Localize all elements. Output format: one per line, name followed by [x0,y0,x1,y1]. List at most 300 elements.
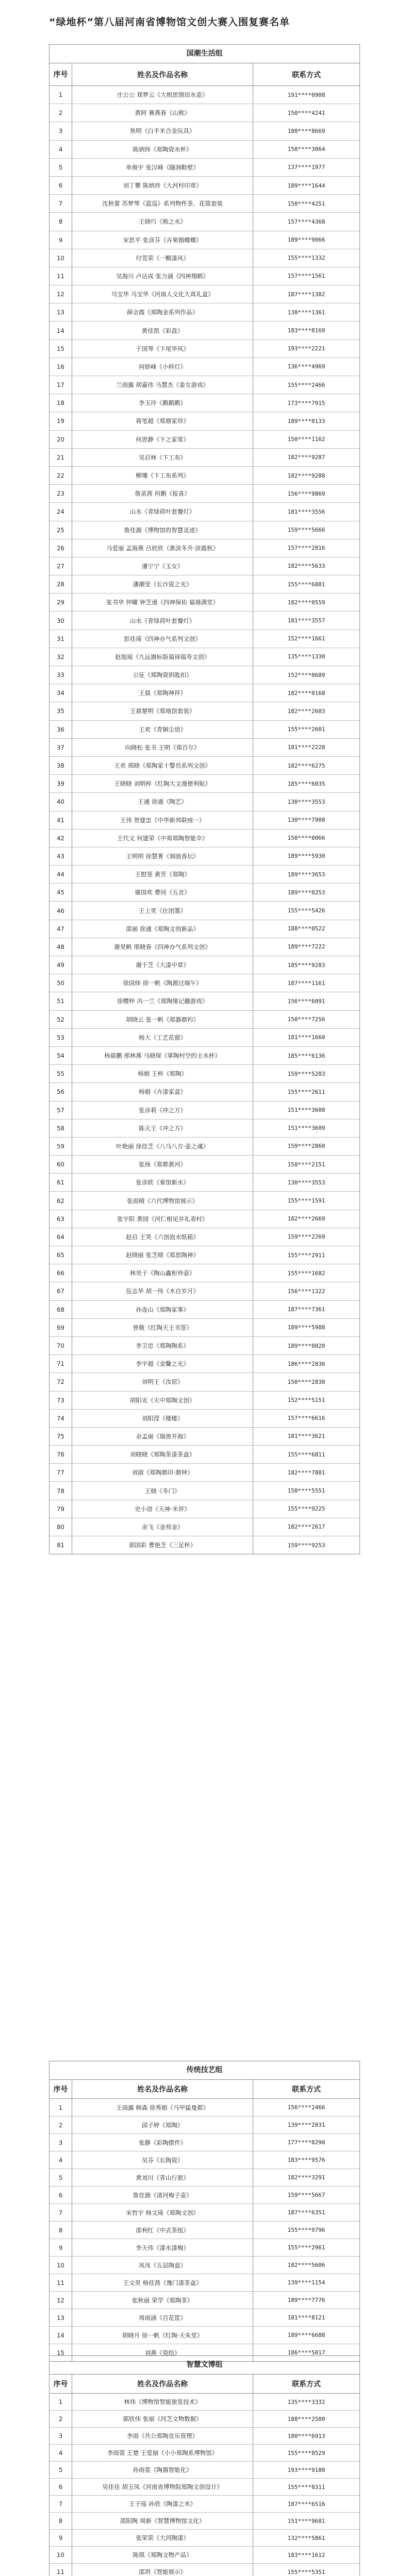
row-index: 72 [50,1373,72,1391]
row-name-work: 沈秋蕾 苏梦琴《蓝巡》系列物件茶、花简套装 [72,195,253,212]
row-contact: 189****6688 [287,2332,325,2338]
section-heading: 智慧文博组 [50,2356,359,2375]
table-row [50,1282,359,1300]
row-contact: 155****5426 [287,907,325,914]
row-name-work: 吴启林《卞工布》 [72,449,253,466]
row-name-work: 林昊子《陶山鑫柜珍壶》 [72,1264,253,1282]
row-contact: 159****9253 [287,1541,325,1549]
row-index: 13 [50,303,72,321]
row-name-work: 徐樱梓 冯一兰《郑陶缘记趣游戏》 [72,992,253,1010]
row-index: 28 [50,575,72,593]
row-contact: 182****7801 [287,1469,325,1476]
table-row [50,721,359,739]
row-index: 37 [50,739,72,756]
row-index: 60 [50,1156,72,1173]
row-contact: 150****2838 [287,1378,325,1385]
row-contact: 150****7256 [287,1016,325,1023]
row-name-work: 吴芬《长陶瓷》 [72,2151,253,2168]
table-row [50,467,359,485]
row-contact: 181****1660 [287,1034,325,1041]
row-index: 7 [50,2496,72,2512]
table-row [50,557,359,575]
section-heading: 传统技艺组 [50,2061,359,2080]
row-index: 14 [50,2327,72,2344]
row-contact: 159****5283 [287,1070,325,1077]
table-row [50,358,359,376]
row-index: 58 [50,1120,72,1137]
row-contact: 155****1682 [287,1269,325,1277]
row-index: 4 [50,2445,72,2461]
table-row [50,249,359,267]
table-row [50,1373,359,1391]
table-row [50,1011,359,1029]
row-contact: 155****9225 [287,1505,325,1513]
row-name-work: 林伟《博物馆智能旅览技术》 [72,2394,253,2410]
row-index: 3 [50,122,72,140]
row-contact: 173****7915 [287,399,325,406]
column-header-name: 姓名及作品名称 [72,2080,253,2098]
table-row [50,956,359,974]
row-index: 30 [50,612,72,629]
table-row [50,1138,359,1156]
row-name-work: 李天伟《漆水漆梅》 [72,2239,253,2256]
row-name-work: 王子瑶 孙欣《陶漆之米》 [72,2496,253,2512]
row-contact: 182****2603 [287,707,325,715]
row-contact: 152****1661 [287,635,325,642]
row-name-work: 山水《青绿荷叶套餐灯》 [72,612,253,629]
row-name-work: 王伟 贺建忠《中华新邦联统一》 [72,811,253,829]
table-row [50,2222,359,2239]
column-header-row [50,2375,359,2394]
row-name-work: 张荣荣《大河陶漆》 [72,2530,253,2546]
row-name-work: 王通 徐通《陶艺》 [72,793,253,810]
row-name-work: 刘阳滢《楼楼》 [72,1410,253,1427]
row-name-work: 刘明王《汝窑》 [72,1373,253,1391]
row-index: 7 [50,195,72,212]
row-contact: 150****0066 [287,835,325,842]
row-contact: 138****1361 [287,309,325,316]
row-contact: 135****3332 [287,2398,325,2405]
row-name-work: 马爱丽 孟海燕 吕欣欣《黄淡冬升·淡霞秋》 [72,539,253,557]
row-index: 8 [50,2222,72,2239]
row-name-work: 公征《郑陶瓷钥匙扣》 [72,666,253,684]
row-index: 34 [50,684,72,702]
row-contact: 155****2611 [287,1088,325,1095]
table-row [50,684,359,702]
row-name-work: 马宝华 马宝华《河南人文化大真礼盒》 [72,285,253,303]
row-contact: 186****2836 [287,1360,325,1367]
row-index: 64 [50,1228,72,1246]
table-row [50,1464,359,1482]
table-row [50,575,359,594]
row-index: 5 [50,159,72,176]
row-contact: 150****5551 [287,1487,325,1495]
table-row [50,231,359,249]
table-row [50,2134,359,2151]
row-contact: 159****5667 [287,2192,325,2198]
row-contact: 182****0168 [287,689,325,697]
row-contact: 182****5606 [287,2262,325,2268]
table-row [50,213,359,231]
table-row [50,757,359,775]
table-row [50,195,359,213]
row-contact: 157****4368 [287,218,325,225]
row-index: 65 [50,1246,72,1264]
row-contact: 187****6351 [287,2209,325,2216]
row-contact: 152****0689 [287,671,325,679]
row-index: 35 [50,702,72,720]
row-index: 6 [50,2479,72,2495]
row-name-work: 何思静《卞之家常》 [72,431,253,448]
row-contact: 185****6035 [287,780,325,787]
row-index: 10 [50,249,72,267]
row-index: 78 [50,1482,72,1499]
row-contact: 188****2500 [287,2415,325,2422]
row-name-work: 焦明《白半米合金玩具》 [72,122,253,140]
row-index: 74 [50,1410,72,1427]
row-index: 81 [50,1536,72,1554]
row-index: 49 [50,956,72,974]
row-index: 47 [50,920,72,938]
row-contact: 183****9576 [287,2157,325,2163]
row-index: 75 [50,1428,72,1445]
row-name-work: 王明明 徐慧菁《刻面香坛》 [72,848,253,865]
table-row [50,1355,359,1373]
table-row [50,594,359,612]
table-row [50,1264,359,1282]
row-index: 11 [50,2564,72,2576]
row-name-work: 吴海川 卢沾成 张力涵《四神翔鹤》 [72,267,253,285]
row-contact: 189****7776 [287,2297,325,2303]
row-index: 10 [50,2547,72,2563]
row-name-work: 刘丁攀 陈炳珍《大河村印章》 [72,177,253,194]
row-index: 20 [50,431,72,448]
row-name-work: 陈天王《冲之方》 [72,1120,253,1137]
row-index: 53 [50,1029,72,1046]
row-contact: 157****2016 [287,545,325,552]
row-index: 26 [50,539,72,557]
row-name-work: 杨晨鹏 邢林燕 马晓琛《掌陶村空的主水杯》 [72,1047,253,1064]
column-header-contact: 联系方式 [292,2380,321,2388]
table-row [50,412,359,430]
column-header-name: 姓名及作品名称 [72,2375,253,2393]
row-contact: 159****2860 [287,1143,325,1150]
row-index: 57 [50,1101,72,1119]
table-row [50,775,359,793]
table-row [50,321,359,340]
row-name-work: 柳珊《卞工布系列》 [72,467,253,484]
table-row [50,2187,359,2204]
row-contact: 156****2466 [287,2104,325,2111]
row-contact: 181****3556 [287,508,325,515]
row-name-work: 宋哲宇 杨文琦《郑陶文创》 [72,2204,253,2221]
table-row [50,2445,359,2462]
row-index: 55 [50,1065,72,1082]
table-row [50,521,359,539]
row-name-work: 张宇阳 黄园《河仁相见并礼表村》 [72,1210,253,1228]
row-name-work: 李玉玲《鹅鹅鹅》 [72,394,253,412]
row-contact: 189****5930 [287,853,325,860]
row-index: 15 [50,2344,72,2361]
row-contact: 182****6275 [287,762,325,769]
row-index: 62 [50,1192,72,1209]
row-index: 59 [50,1138,72,1155]
row-contact: 156****9869 [287,490,325,497]
row-index: 9 [50,2530,72,2546]
row-name-work: 刘晓晓《郑陶茶漆茶盒》 [72,1446,253,1463]
row-name-work: 孙连山《郑陶家事》 [72,1301,253,1318]
row-name-work: 王代文 何建荣《中郑郑陶智能伞》 [72,829,253,847]
table-row [50,2116,359,2134]
row-name-work: 黄刘川《青山行旅》 [72,2169,253,2186]
row-contact: 139****2031 [287,2122,325,2128]
row-name-work: 单俊宇 张汉峰《隧洞鞋壁》 [72,159,253,176]
row-contact: 189****7222 [287,943,325,951]
row-name-work: 徐国炜 徐一帆《陶源过端午》 [72,974,253,992]
table-row [50,1174,359,1192]
row-contact: 132****5861 [287,2534,325,2541]
table-row [50,2513,359,2530]
table-row [50,449,359,467]
row-name-work: 何娇峰《小样灯》 [72,358,253,376]
column-header-contact: 联系方式 [292,2086,321,2094]
row-name-work: 陈炳炜《郑陶瓷水杯》 [72,141,253,158]
table-row [50,1319,359,1337]
table-body [50,2099,359,2361]
table-row [50,2564,359,2576]
table-row [50,1337,359,1355]
table-row [50,2292,359,2309]
row-index: 6 [50,177,72,194]
row-contact: 150****4241 [287,109,325,116]
row-contact: 155****2911 [287,1251,325,1259]
row-name-work: 陈琪《郑陶文物产品》 [72,2547,253,2563]
row-name-work: 黄阿 赛燕春《山熊》 [72,104,253,122]
table-row [50,920,359,938]
row-contact: 188****0522 [287,925,325,933]
row-contact: 187****7361 [287,1306,325,1313]
row-name-work: 胡晓月 徐一帆《红陶·天朱堂》 [72,2327,253,2344]
row-name-work: 郭国彩 曹艳芝《三足杯》 [72,1536,253,1554]
row-index: 25 [50,521,72,539]
row-index: 5 [50,2462,72,2478]
row-index: 66 [50,1264,72,1282]
table-row [50,974,359,992]
row-name-work: 邱子婷《郑陶》 [72,2116,253,2133]
row-name-work: 杨大《工艺花窗》 [72,1029,253,1046]
row-name-work: 伍志华 胡一伟《木自岁月》 [72,1282,253,1300]
row-contact: 189****5988 [287,1324,325,1331]
row-name-work: 张雨晴《六代博物馆展示》 [72,1192,253,1209]
row-index: 19 [50,412,72,430]
row-name-work: 蒋笔超《郑鼎家珍》 [72,412,253,430]
table-row [50,1246,359,1264]
row-index: 77 [50,1464,72,1481]
row-contact: 159****5666 [287,527,325,534]
table-row [50,2204,359,2222]
table-row [50,2428,359,2445]
row-name-work: 杨娟《卉漆家盒》 [72,1083,253,1100]
table-row [50,104,359,122]
row-contact: 189****3653 [287,871,325,878]
table-row [50,666,359,684]
table-row [50,503,359,521]
row-index: 42 [50,829,72,847]
row-index: 56 [50,1083,72,1100]
row-contact: 181****2228 [287,744,325,751]
row-name-work: 胡阳光《天中郑陶文创》 [72,1392,253,1409]
row-contact: 189****0253 [287,889,325,896]
section-guochao-life [49,44,360,1554]
row-index: 4 [50,141,72,158]
row-index: 76 [50,1446,72,1463]
row-name-work: 赵旭瑶《九运旗标版福禄福寿文创》 [72,648,253,666]
row-index: 3 [50,2134,72,2151]
table-row [50,1029,359,1047]
row-contact: 189****0020 [287,1342,325,1349]
row-contact: 181****8121 [287,2314,325,2321]
row-index: 8 [50,213,72,230]
row-index: 61 [50,1174,72,1191]
table-row [50,902,359,920]
row-index: 9 [50,231,72,249]
row-name-work: 张秋丽 荣学《郑陶茶》 [72,2292,253,2309]
document-title: “绿地杯”第八届河南省博物馆文创大赛入围复赛名单 [49,16,290,28]
table-row [50,2169,359,2187]
row-contact: 183****1612 [287,2551,325,2558]
row-contact: 151****9681 [287,2517,325,2524]
row-name-work: 刘燕《瓷绘》 [72,2344,253,2361]
table-row [50,285,359,303]
row-name-work: 邵玥《智能展示》 [72,2564,253,2576]
table-row [50,2394,359,2411]
row-index: 18 [50,394,72,412]
row-contact: 139****1154 [287,2279,325,2286]
row-name-work: 王晨《郑陶神祥》 [72,684,253,702]
row-name-work: 庄公公 郑梦云《大相思情田水壶》 [72,86,253,104]
row-index: 79 [50,1500,72,1518]
table-row [50,2530,359,2547]
row-contact: 186****5017 [287,2349,325,2356]
table-row [50,866,359,884]
table-row [50,884,359,902]
table-row [50,848,359,866]
row-index: 15 [50,340,72,358]
row-index: 14 [50,321,72,339]
row-name-work: 叶艳丽 徐佳芝《八马八方·壶之魂》 [72,1138,253,1155]
column-header-contact: 联系方式 [292,71,321,79]
row-name-work: 刘淑《郑陶鼎印·鼎钟》 [72,1464,253,1481]
row-name-work: 杨娟 王梓《郑陶》 [72,1065,253,1082]
table-row [50,2274,359,2292]
table-row [50,177,359,195]
table-row [50,793,359,811]
row-name-work: 邵阳陶 周新《智慧博物馆文化》 [72,2513,253,2529]
row-index: 46 [50,902,72,919]
row-contact: 182****5633 [287,563,325,570]
table-row [50,86,359,104]
row-contact: 189****1644 [287,182,325,189]
row-index: 38 [50,757,72,774]
row-contact: 150****4251 [287,200,325,207]
row-name-work: 王晨楚明《郑地馆套装》 [72,702,253,720]
row-name-work: 于国琴《卞尾华风》 [72,340,253,358]
row-index: 1 [50,86,72,104]
row-contact: 157****6616 [287,1415,325,1422]
table-row [50,630,359,648]
row-name-work: 王晓晓 刘明梓《红陶大文漫便利贴》 [72,775,253,792]
row-index: 63 [50,1210,72,1228]
row-contact: 180****8669 [287,127,325,134]
row-index: 70 [50,1337,72,1354]
table-row [50,829,359,848]
column-header-index: 序号 [50,63,72,86]
row-contact: 130****3553 [287,798,325,805]
row-index: 41 [50,811,72,829]
row-name-work: 胡晓云 张一帆《郑器鼎钓》 [72,1011,253,1028]
row-index: 43 [50,848,72,865]
row-index: 32 [50,648,72,666]
row-name-work: 余飞《金邦金》 [72,1518,253,1536]
table-row [50,1482,359,1500]
row-contact: 155****1332 [287,255,325,262]
row-contact: 158****3064 [287,146,325,153]
row-contact: 182****3291 [287,2174,325,2181]
table-row [50,1210,359,1228]
column-header-index: 序号 [50,2375,72,2393]
row-index: 5 [50,2169,72,2186]
row-contact: 193****9180 [287,2466,325,2473]
row-contact: 187****1161 [287,979,325,987]
row-name-work: 王欢《青铜尘语》 [72,721,253,738]
row-name-work: 邵丽 徐通《郑陶文创新品》 [72,920,253,938]
section-traditional-craft [49,2061,360,2362]
row-name-work: 谢国欢 曹同《五音》 [72,884,253,901]
row-index: 27 [50,557,72,575]
table-row [50,1428,359,1446]
row-index: 23 [50,485,72,502]
table-row [50,1536,359,1554]
table-row [50,2496,359,2513]
row-contact: 181****3621 [287,1433,325,1440]
row-name-work: 王文昊 杨佳茜《豫门漆茶盒》 [72,2274,253,2291]
row-name-work: 赵晓丽 张芝晴《郑思陶神》 [72,1246,253,1264]
table-row [50,485,359,503]
row-index: 7 [50,2204,72,2221]
row-contact: 155****2601 [287,726,325,733]
row-index: 13 [50,2309,72,2326]
row-name-work: 张书华 仲曜 钟芝遠《四神保佑 福禧满堂》 [72,594,253,611]
row-name-work: 向晓松 张书 王明《郑百尔》 [72,739,253,756]
row-name-work: 詹佳源《清河梅子壶》 [72,2187,253,2204]
row-name-work: 李宇超《金馨之光》 [72,1355,253,1372]
row-index: 51 [50,992,72,1010]
row-contact: 182****0559 [287,599,325,606]
row-index: 45 [50,884,72,901]
table-row [50,1156,359,1174]
table-row [50,2479,359,2496]
row-name-work: 山水《青绿荷叶套餐灯》 [72,503,253,520]
table-row [50,2462,359,2479]
row-index: 3 [50,2428,72,2444]
row-index: 54 [50,1047,72,1064]
table-row [50,539,359,557]
row-contact: 182****2617 [287,1523,325,1531]
table-row [50,2309,359,2327]
row-contact: 177****8290 [287,2139,325,2146]
row-name-work: 王晓巧《熊之水》 [72,213,253,230]
table-row [50,1047,359,1065]
